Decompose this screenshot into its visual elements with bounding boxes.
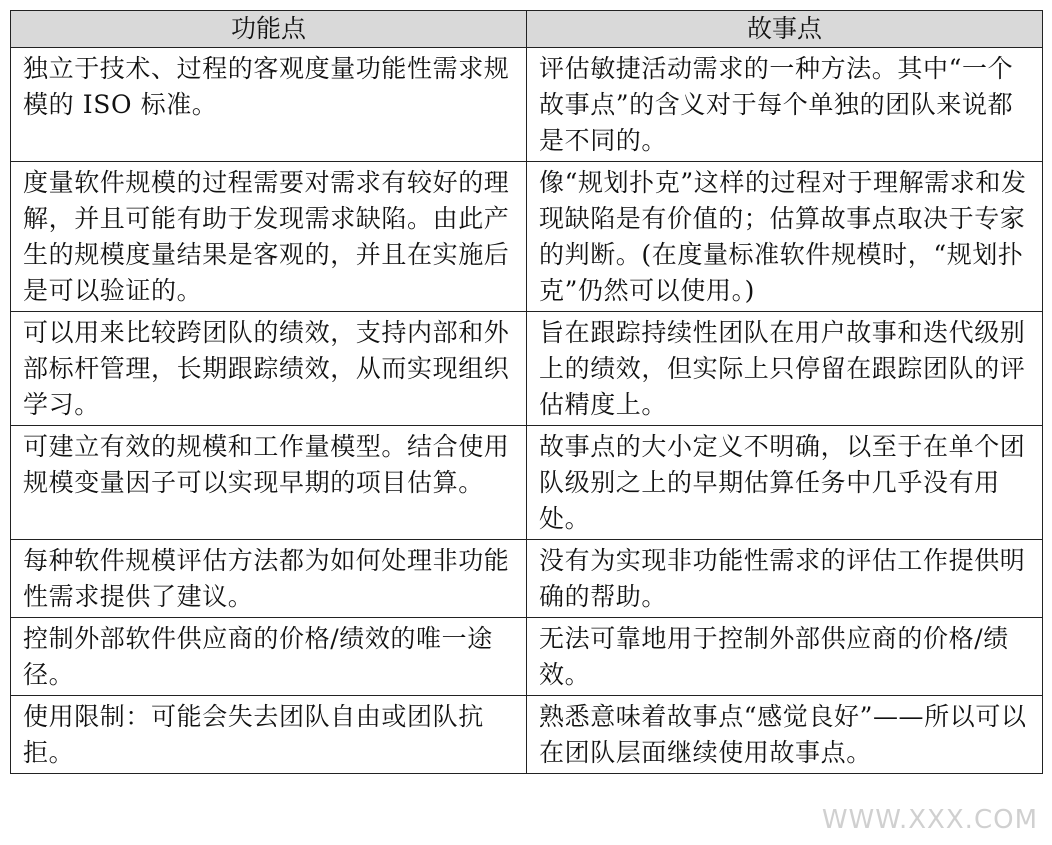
document-page [10, 10, 1042, 774]
comparison-table [10, 10, 1043, 774]
cell-function-point: 使用限制：可能会失去团队自由或团队抗拒。 [11, 696, 527, 774]
cell-story-point: 故事点的大小定义不明确，以至于在单个团队级别之上的早期估算任务中几乎没有用处。 [527, 426, 1043, 540]
table-row [11, 162, 1043, 312]
cell-story-point: 评估敏捷活动需求的一种方法。其中“一个故事点”的含义对于每个单独的团队来说都是不同的。 [527, 48, 1043, 162]
cell-story-point: 像“规划扑克”这样的过程对于理解需求和发现缺陷是有价值的；估算故事点取决于专家的判断。(在度量标准软件规模时，“规划扑克”仍然可以使用。) [527, 162, 1043, 312]
cell-function-point: 每种软件规模评估方法都为如何处理非功能性需求提供了建议。 [11, 540, 527, 618]
cell-function-point: 可以用来比较跨团队的绩效，支持内部和外部标杆管理，长期跟踪绩效，从而实现组织学习。 [11, 312, 527, 426]
header-story-point: 故事点 [527, 11, 1043, 48]
cell-story-point: 旨在跟踪持续性团队在用户故事和迭代级别上的绩效，但实际上只停留在跟踪团队的评估精度上。 [527, 312, 1043, 426]
cell-function-point: 控制外部软件供应商的价格/绩效的唯一途径。 [11, 618, 527, 696]
table-row [11, 696, 1043, 774]
table-row [11, 312, 1043, 426]
cell-function-point: 度量软件规模的过程需要对需求有较好的理解，并且可能有助于发现需求缺陷。由此产生的规模度量结果是客观的，并且在实施后是可以验证的。 [11, 162, 527, 312]
cell-function-point: 可建立有效的规模和工作量模型。结合使用规模变量因子可以实现早期的项目估算。 [11, 426, 527, 540]
table-header-row [11, 11, 1043, 48]
cell-story-point: 没有为实现非功能性需求的评估工作提供明确的帮助。 [527, 540, 1043, 618]
header-function-point: 功能点 [11, 11, 527, 48]
cell-story-point: 熟悉意味着故事点“感觉良好”——所以可以在团队层面继续使用故事点。 [527, 696, 1043, 774]
table-row [11, 540, 1043, 618]
table-row [11, 618, 1043, 696]
table-row [11, 426, 1043, 540]
cell-story-point: 无法可靠地用于控制外部供应商的价格/绩效。 [527, 618, 1043, 696]
cell-function-point: 独立于技术、过程的客观度量功能性需求规模的 ISO 标准。 [11, 48, 527, 162]
table-row [11, 48, 1043, 162]
watermark: WWW.XXX.COM [821, 805, 1038, 835]
